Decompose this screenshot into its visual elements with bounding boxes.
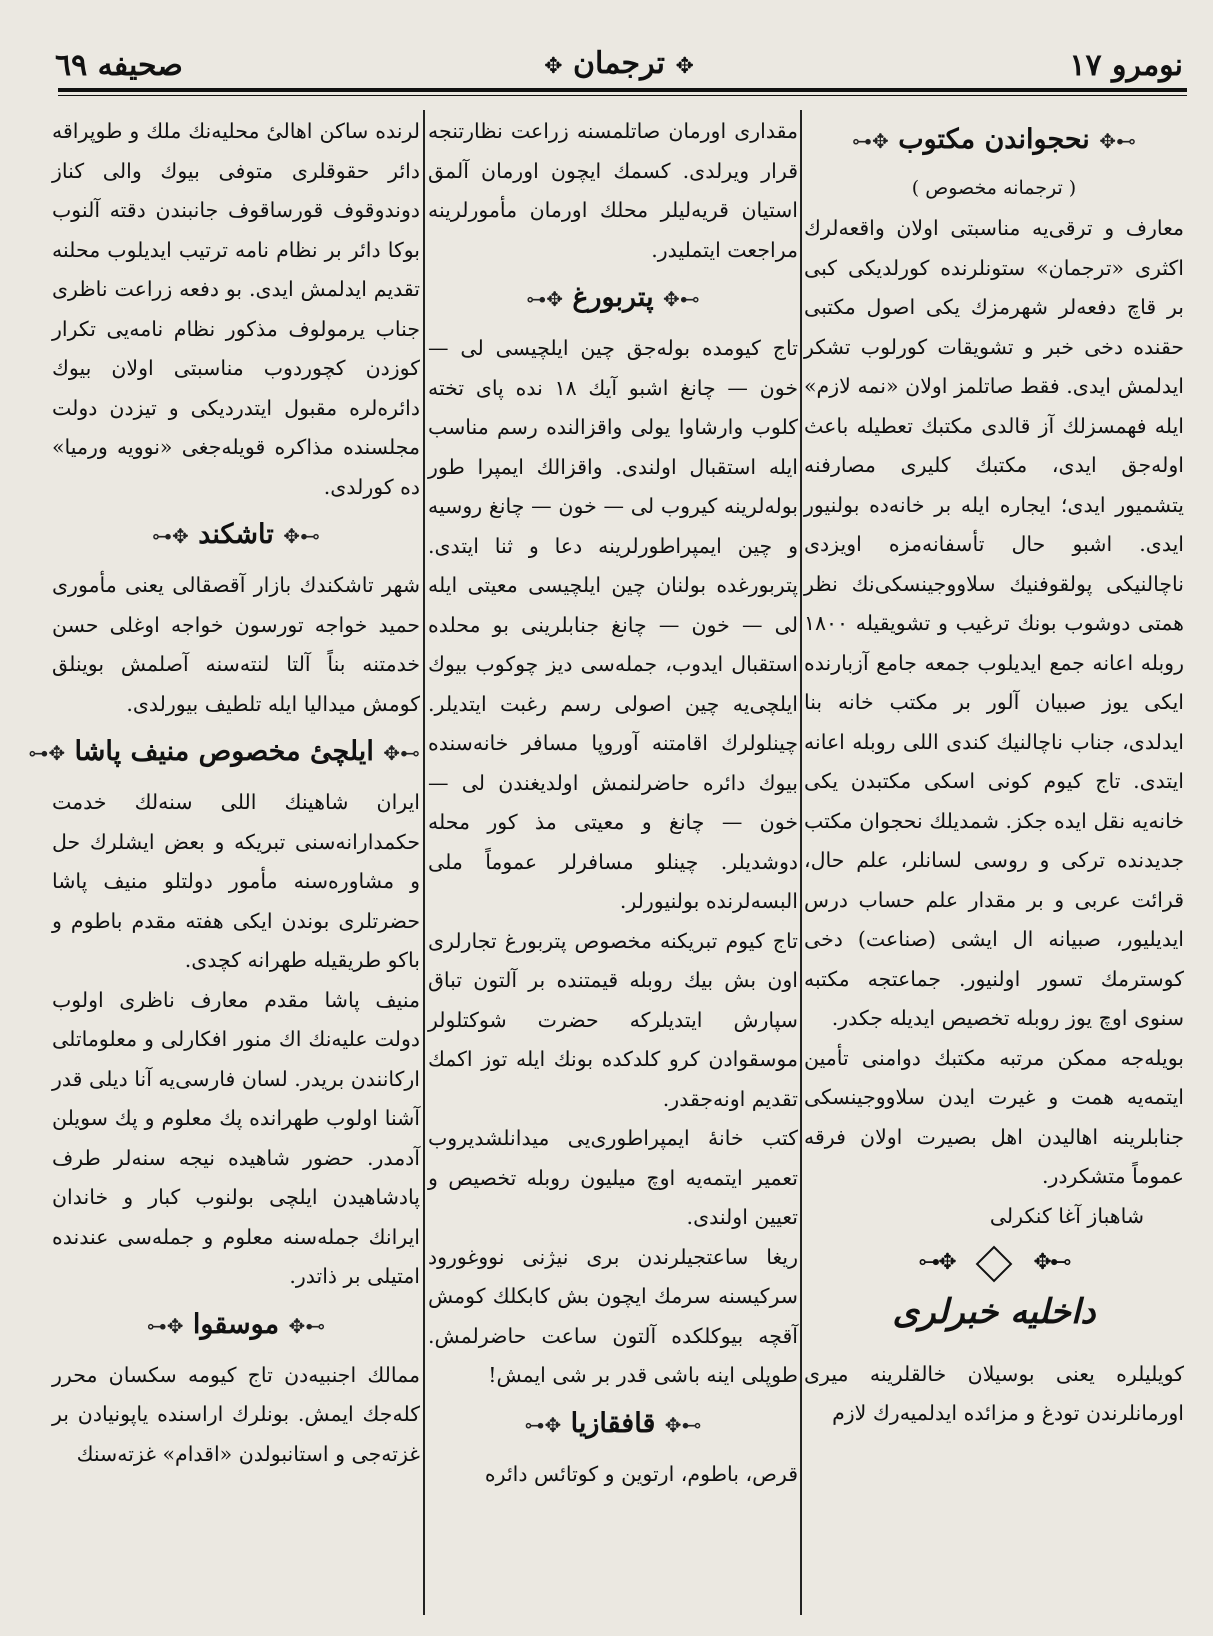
ornament-icon: ✥⊷ <box>146 1313 184 1338</box>
newspaper-title <box>55 46 1183 81</box>
section-heading <box>52 1305 420 1346</box>
ornament-icon: ✥⊷ <box>524 1412 562 1437</box>
ornament-icon: ⊶✥ <box>664 1412 702 1437</box>
signature: شاهباز آغا کنکرلی <box>989 1203 1144 1228</box>
ornament-icon: ✥⊷ <box>852 129 889 153</box>
column-divider <box>423 110 425 1615</box>
masthead <box>55 40 1183 90</box>
article-paragraph: بویله‌جه ممکن مرتبه مکتبك دوامنی تأمین ایتمه‌یه همت و غیرت ایدن سلاووجینسکی جنابلرینه اهالیدن اهل بصیرت اولان فرقه عموماً متشکردر. <box>804 1045 1184 1188</box>
section-heading <box>428 1404 798 1445</box>
section-title: ایلچیٔ مخصوص منیف پاشا <box>74 736 374 767</box>
article-paragraph: منیف پاشا مقدم معارف ناظری اولوب دولت علیه‌نك اك منور افکارلی و معلوماتلی ارکانندن بریدر. لسان فارسی‌یه آنا دیلی قدر آشنا اولوب طهرانده پك معلوم و پك سویلن آدمدر. حضور شاهیده نیجه سنه‌لر طرف پادشاهیدن ایلچی بولنوب کبار و خاندان ایرانك جمله‌سنه معلوم و جمله‌سی عندنده امتیلی بر ذاتدر. <box>52 987 420 1288</box>
ornament-icon: ✥⊷ <box>918 1250 955 1275</box>
article-paragraph: معارف و ترقی‌یه مناسبتی اولان واقعه‌لرك اکثری «ترجمان» ستونلرنده کورلدیکی کبی بر قاچ دفعه‌لر شهرمزك یکی اصول مکتبی حقنده دخی خبر و تشویقات کورلوب تشکر ایدلمش ایدی. فقط صاتلمز اولان «نمه لازم» ایله فهمسزلك آز قالدی مکتبك تعطیله باعث اوله‌جق ایدی، مکتبك کلیری مصارفنه یتشمیور ایدی؛ ایجاره ایله بر خانه‌ده بولنیور ایدی. اشبو حال تأسفانه‌مزه اویزدی ناچالنیکی پولقوفنیك سلاووجینسکی‌نك نظر همتی دوشوب بونك ترغیب و تشویقیله ۱۸۰۰ روبله اعانه جمع ایدیلوب جمعه جامع آزبارنده ایکی یوز صبیان آلور بر مکتب خانه بنا ایدلدی، جناب ناچالنیك کندی اللی روبله اعانه ایتدی. تاج کیوم کونی اسکی مکتبدن یکی خانه‌یه نقل ایده جکز. شمدیلك نحجوان مکتب جدیدنده ترکی و روسی لسانلر، علم حال، قرائت عربی و بر مقدار علم حساب درس ایدیلیور، صبیانه ال ایشی (صناعت) دخی کوسترمك تسور اولنیور. جماعتجه مکتبه سنوی اوچ یوز روبله تخصیص ایدیله جکدر. <box>804 216 1184 1030</box>
column-divider <box>800 110 802 1615</box>
left-column <box>28 112 420 1474</box>
section-heading <box>52 515 420 556</box>
ornament-icon: ⊶✥ <box>1099 129 1136 153</box>
issue-number: نومرو ۱۷ <box>1069 48 1183 83</box>
article-paragraph: مقداری اورمان صاتلمسنه زراعت نظارتنجه قرار ویرلدی. کسمك ایچون اورمان آلمق استیان قریه‌لیلر محلك اورمان مأمورلرینه مراجعت ایتملیدر. <box>428 119 798 262</box>
article-paragraph: ریغا ساعتجیلرندن بری نیژنی نووغورود سرکیسنه سرمك ایچون بش کابکلك کومش آقچه بیوکلکده آلتون ساعت حاضرلمش. طوپلی اینه باشی قدر بر شی ایمش! <box>428 1244 798 1387</box>
ornament-icon: ⊶✥ <box>1033 1250 1070 1275</box>
ornament-icon: ✥⊷ <box>526 287 563 311</box>
ornament-icon: ✥ <box>675 54 694 79</box>
ornament-icon: ⊶✥ <box>383 741 420 765</box>
article-paragraph: تاج کیوم تبریکنه مخصوص پتربورغ تجارلری اون بش بیك روبله قیمتنده بر آلتون تباق سپارش ایتدیلرکه حضرت شوکتلولر موسقوادن کرو کلدکده بونك ایله توز اکمك تقدیم اونه‌جقدر. <box>428 928 798 1111</box>
article-paragraph: تاج کیومده بوله‌جق چین ایلچیسی لی — خون — چانغ اشبو آیك ۱۸ نده پای تخته کلوب وارشاوا یولی واقزالنده رسم مناسب ایله استقبال اولندی. واقزالك ایمپرا طور بوله‌لرینه کیروب لی — خون — چانغ روسیه و چین ایمپراطورلرینه دعا و ثنا ایتدی. پتربورغده بولنان چین ایلچیسی معیتی ایله لی — خون — چانغ جنابلرینی بو محلده استقبال ایدوب، جمله‌سی دیز چوکوب بیوك ایلچی‌یه چین اصولی رسم رغبت ایتدیلر. چینلولرك اقامتنه آوروپا مسافر خانه‌سنده بیوك دائره حاضرلنمش اولدیغندن لی — خون — چانغ و معیتی مذ کور محله دوشدیلر. چینلو مسافرلر عموماً ملی البسه‌لرنده بولنیورلر. <box>428 336 798 913</box>
section-title: پتربورغ <box>572 282 654 313</box>
calligraphic-heading: داخلیه خبرلری <box>892 1291 1096 1332</box>
ornament-icon: ⊶✥ <box>288 1313 326 1338</box>
page-number: صحیفه ٦٩ <box>55 48 183 83</box>
section-title: تاشکند <box>198 519 274 550</box>
article-paragraph: کویلیلره یعنی بوسیلان خالقلرینه میری اورمانلرندن تودغ و مزائده ایدلمیه‌رك لازم <box>804 1361 1184 1425</box>
article-paragraph: لرنده ساکن اهالیٔ محلیه‌نك ملك و طوپراقه دائر حقوقلری متوفی بیوك والی کناز دوندوقوف قورساقوف جانبندن دقته آلنوب بوکا دائر بر نظام نامه ترتیب ایدیلوب محلنه تقدیم ایدلمش ایدی. بو دفعه زراعت ناظری جناب یرمولوف مذکور نظام نامه‌یی تکرار کوزدن کچوردوب مناسبتی اولان بیوك دائره‌لره مقبول ایتدردیکی و تیزدن دولت مجلسنده مذاکره قویله‌جغی «نوویه ورمیا» ده کورلدی. <box>52 119 420 499</box>
article-paragraph: ایران شاهینك اللی سنه‌لك خدمت حکمدارانه‌سنی تبریکه و بعض ایشلرك حل و مشاوره‌سنه مأمور دولتلو منیف پاشا حضرتلری بوندن ایکی هفته مقدم باطوم و باکو طریقیله طهرانه کچدی. <box>52 790 420 972</box>
ornament-icon: ⊶✥ <box>283 524 320 548</box>
section-title: نحجواندن مکتوب <box>898 124 1090 155</box>
section-divider <box>804 1250 1184 1277</box>
header-rule-thin <box>58 95 1187 96</box>
ornament-icon: ✥⊷ <box>152 524 189 548</box>
section-title: موسقوا <box>192 1308 280 1340</box>
article-paragraph: قرص، باطوم، ارتوین و کوتائس دائره <box>484 1461 798 1486</box>
section-heading <box>428 278 798 319</box>
newspaper-title-text: ترجمان <box>573 46 665 81</box>
middle-column <box>428 112 798 1494</box>
ornament-icon: ✥⊷ <box>28 741 66 765</box>
section-title: قافقازیا <box>570 1407 656 1439</box>
section-heading <box>804 120 1184 161</box>
section-heading <box>28 732 420 773</box>
diamond-icon <box>976 1245 1013 1282</box>
article-paragraph: ممالك اجنبیه‌دن تاج کیومه سکسان محرر کله‌جك ایمش. بونلرك اراسنده یاپونیادن بر غزته‌جی و استانبولدن «اقدام» غزته‌سنك <box>52 1362 420 1466</box>
ornament-icon: ✥ <box>544 54 563 79</box>
ornament-icon: ⊶✥ <box>662 287 700 311</box>
right-column <box>804 112 1184 1434</box>
section-subtitle: ( ترجمانه مخصوص ) <box>911 177 1077 199</box>
header-rule <box>58 88 1187 92</box>
article-paragraph: شهر تاشکندك بازار آقصقالی یعنی مأموری حمید خواجه تورسون خواجه اوغلی حسن خدمتنه بناً آلتا لنته‌سنه آصلمش بوینلق کومش میدالیا ایله تلطیف بیورلدی. <box>52 573 420 716</box>
article-paragraph: کتب خانهٔ ایمپراطوری‌یی میدانلشدیروب تعمیر ایتمه‌یه اوچ میلیون روبله تخصیص و تعیین اولندی. <box>428 1126 798 1229</box>
